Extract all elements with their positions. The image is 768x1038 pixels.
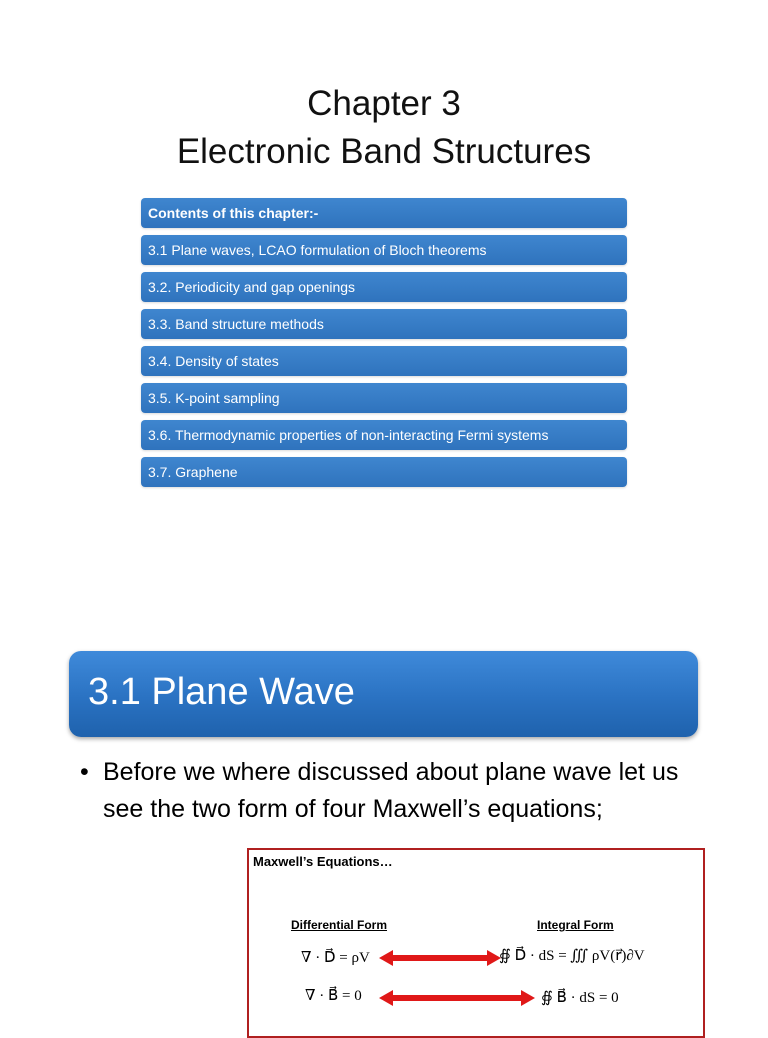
gauss-law-integral: ∯ D⃗ · dS = ∭ ρV(r⃗)∂V — [499, 948, 645, 964]
contents-header: Contents of this chapter:- — [141, 198, 627, 228]
differential-form-label: Differential Form — [291, 918, 388, 932]
contents-item: 3.7. Graphene — [141, 457, 627, 487]
double-arrow-icon — [379, 950, 501, 966]
contents-item: 3.3. Band structure methods — [141, 309, 627, 339]
magnetic-gauss-law-integral: ∯ B⃗ · dS = 0 — [541, 990, 619, 1006]
contents-item: 3.5. K-point sampling — [141, 383, 627, 413]
maxwell-equations-figure — [247, 848, 705, 1038]
magnetic-gauss-law-differential: ∇ · B⃗ = 0 — [305, 988, 362, 1004]
bullet-icon: • — [80, 758, 89, 786]
chapter-number: Chapter 3 — [307, 84, 461, 123]
figure-title: Maxwell’s Equations… — [253, 854, 393, 869]
contents-item: 3.1 Plane waves, LCAO formulation of Bloch theorems — [141, 235, 627, 265]
double-arrow-icon — [379, 990, 535, 1006]
section-title: 3.1 Plane Wave — [88, 671, 355, 713]
chapter-name: Electronic Band Structures — [176, 132, 592, 171]
contents-item: 3.2. Periodicity and gap openings — [141, 272, 627, 302]
contents-item: 3.4. Density of states — [141, 346, 627, 376]
bullet-text: Before we where discussed about plane wave let us see the two form of four Maxwell’s equations; — [103, 758, 679, 823]
contents-list — [141, 198, 627, 494]
section-banner — [69, 651, 698, 737]
gauss-law-differential: ∇ · D⃗ = ρV — [301, 950, 370, 966]
contents-item: 3.6. Thermodynamic properties of non-interacting Fermi systems — [141, 420, 627, 450]
integral-form-label: Integral Form — [537, 918, 614, 932]
